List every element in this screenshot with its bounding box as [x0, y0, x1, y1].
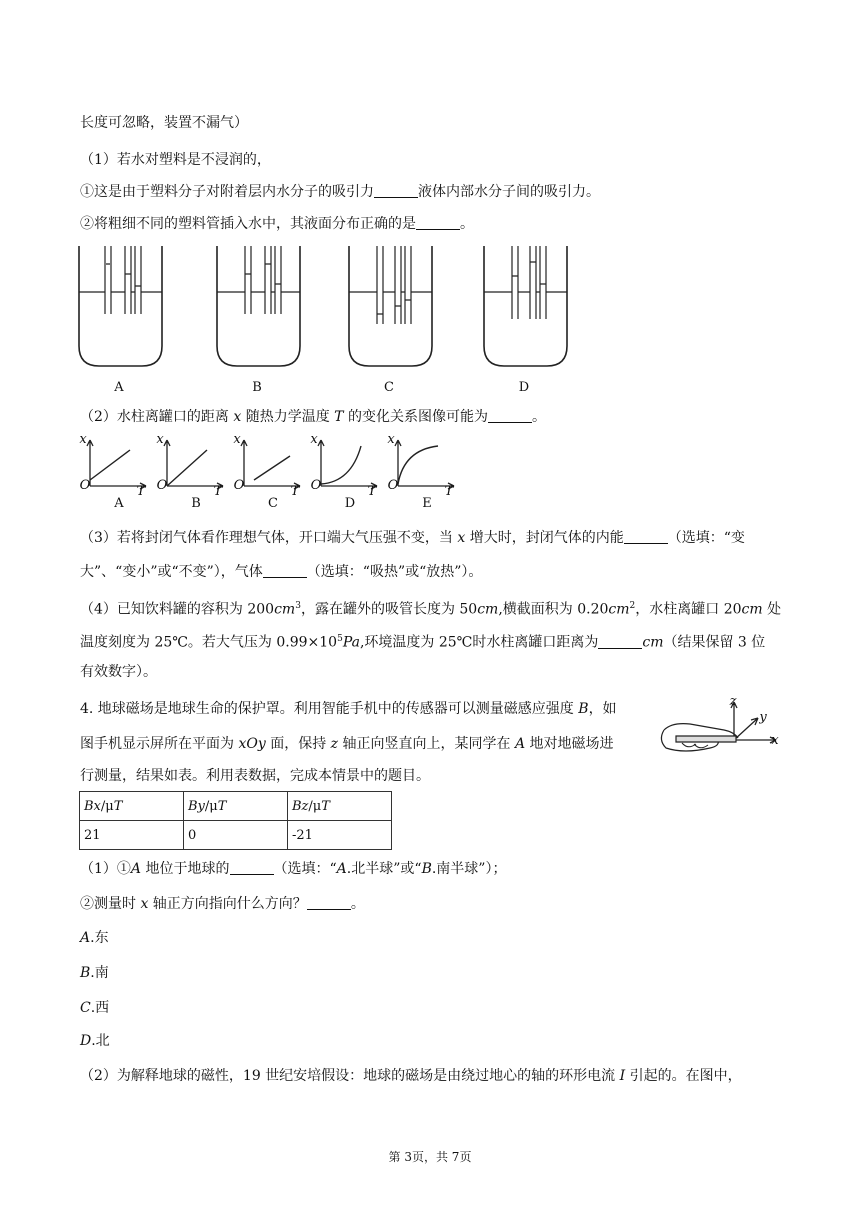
magnetic-field-table [79, 791, 392, 850]
answer-blank[interactable] [230, 860, 274, 875]
question-1-part-1: ①这是由于塑料分子对附着层内水分子的吸引力 液体内部水分子间的吸引力。 [80, 184, 600, 200]
beaker-label: D [518, 380, 530, 395]
graph-y-label: x [310, 432, 318, 447]
sub-question-3: （2）为解释地球的磁性，19 世纪安培假设：地球的磁场是由绕过地心的轴的环形电流 I 引起的。在图中， [80, 1068, 742, 1084]
option-d[interactable]: D.北 [80, 1033, 110, 1049]
beaker-figure-B [215, 244, 305, 374]
axis-label-x: x [771, 733, 779, 748]
graph-x-label: T [136, 484, 146, 499]
graph-y-label: x [156, 432, 164, 447]
graph-origin-label: O [233, 478, 245, 493]
table-cell: 21 [80, 821, 184, 850]
table-cell: -21 [288, 821, 392, 850]
answer-blank[interactable] [624, 529, 668, 544]
question-2: （2）水柱离罐口的距离 x 随热力学温度 T 的变化关系图像可能为 。 [80, 409, 546, 425]
answer-blank[interactable] [598, 634, 642, 649]
beaker-figure-C [347, 244, 437, 374]
phone-hand-figure [654, 696, 784, 760]
problem-4-line-3: 行测量，结果如表。利用表数据，完成本情景中的题目。 [80, 768, 430, 784]
answer-blank[interactable] [263, 563, 307, 578]
option-a[interactable]: A.东 [80, 930, 109, 946]
graph-label: B [191, 496, 201, 511]
text-line: 长度可忽略，装置不漏气） [80, 115, 248, 131]
table-cell: 0 [184, 821, 288, 850]
graph-x-label: T [290, 484, 300, 499]
graph-origin-label: O [310, 478, 322, 493]
graph-origin-label: O [156, 478, 168, 493]
graph-y-label: x [233, 432, 241, 447]
answer-blank[interactable] [488, 408, 532, 423]
beaker-figure-D [482, 244, 572, 374]
table-row [80, 821, 392, 850]
graph-y-label: x [387, 432, 395, 447]
question-4-line-2: 温度刻度为 25℃。若大气压为 $0.99\times 10^5Pa$,环境温度为 25℃时水柱离罐口距离为 cm（结果保留 3 位 [80, 634, 766, 651]
sub-question-2: ②测量时 x 轴正方向指向什么方向？ 。 [80, 896, 365, 912]
graph-label: D [344, 496, 356, 511]
table-header-cell: By/μT [184, 792, 288, 821]
sub-question-1: （1）①A 地位于地球的 （选填：“A.北半球”或“B.南半球”）； [80, 861, 507, 877]
graph-origin-label: O [387, 478, 399, 493]
beaker-figure-A [77, 244, 167, 374]
answer-blank[interactable] [307, 895, 351, 910]
axis-label-y: y [759, 710, 767, 725]
question-4-line-3: 有效数字）。 [80, 664, 157, 680]
table-header-cell: Bx/μT [80, 792, 184, 821]
question-4-line-1: （4）已知饮料罐的容积为 $200cm^3$，露在罐外的吸管长度为 50cm,横截面积为 $0.20cm^2$，水柱离罐口 20cm 处 [80, 601, 782, 618]
question-3-line-2: 大”、“变小”或“不变”），气体 （选填：“吸热”或“放热”）。 [80, 564, 483, 580]
graph-x-label: T [213, 484, 223, 499]
graph-label: C [268, 496, 278, 511]
graph-x-label: T [367, 484, 377, 499]
axis-label-z: z [729, 694, 737, 709]
option-c[interactable]: C.西 [80, 1000, 110, 1016]
graph-origin-label: O [79, 478, 91, 493]
question-3-line-1: （3）若将封闭气体看作理想气体，开口端大气压强不变，当 x 增大时，封闭气体的内能 （选填：“变 [80, 530, 745, 546]
graph-x-label: T [444, 484, 454, 499]
problem-4-line-2: 图手机显示屏所在平面为 xOy 面，保持 z 轴正向竖直向上，某同学在 A 地对地磁场进 [80, 736, 614, 752]
table-header-cell: Bz/μT [288, 792, 392, 821]
table-header-row [80, 792, 392, 821]
graph-label: E [422, 496, 432, 511]
answer-blank[interactable] [416, 215, 460, 230]
graph-y-label: x [79, 432, 87, 447]
beaker-label: A [114, 380, 124, 395]
beaker-label: C [384, 380, 394, 395]
question-1-part-2: ②将粗细不同的塑料管插入水中，其液面分布正确的是 。 [80, 216, 474, 232]
beaker-label: B [252, 380, 262, 395]
problem-4-line-1: 4. 地球磁场是地球生命的保护罩。利用智能手机中的传感器可以测量磁感应强度 B，如 [80, 701, 617, 717]
question-1-intro: （1）若水对塑料是不浸润的， [80, 152, 271, 168]
graph-label: A [114, 496, 124, 511]
option-b[interactable]: B.南 [80, 965, 109, 981]
page-footer: 第 3页，共 7页 [388, 1150, 472, 1164]
answer-blank[interactable] [374, 183, 418, 198]
